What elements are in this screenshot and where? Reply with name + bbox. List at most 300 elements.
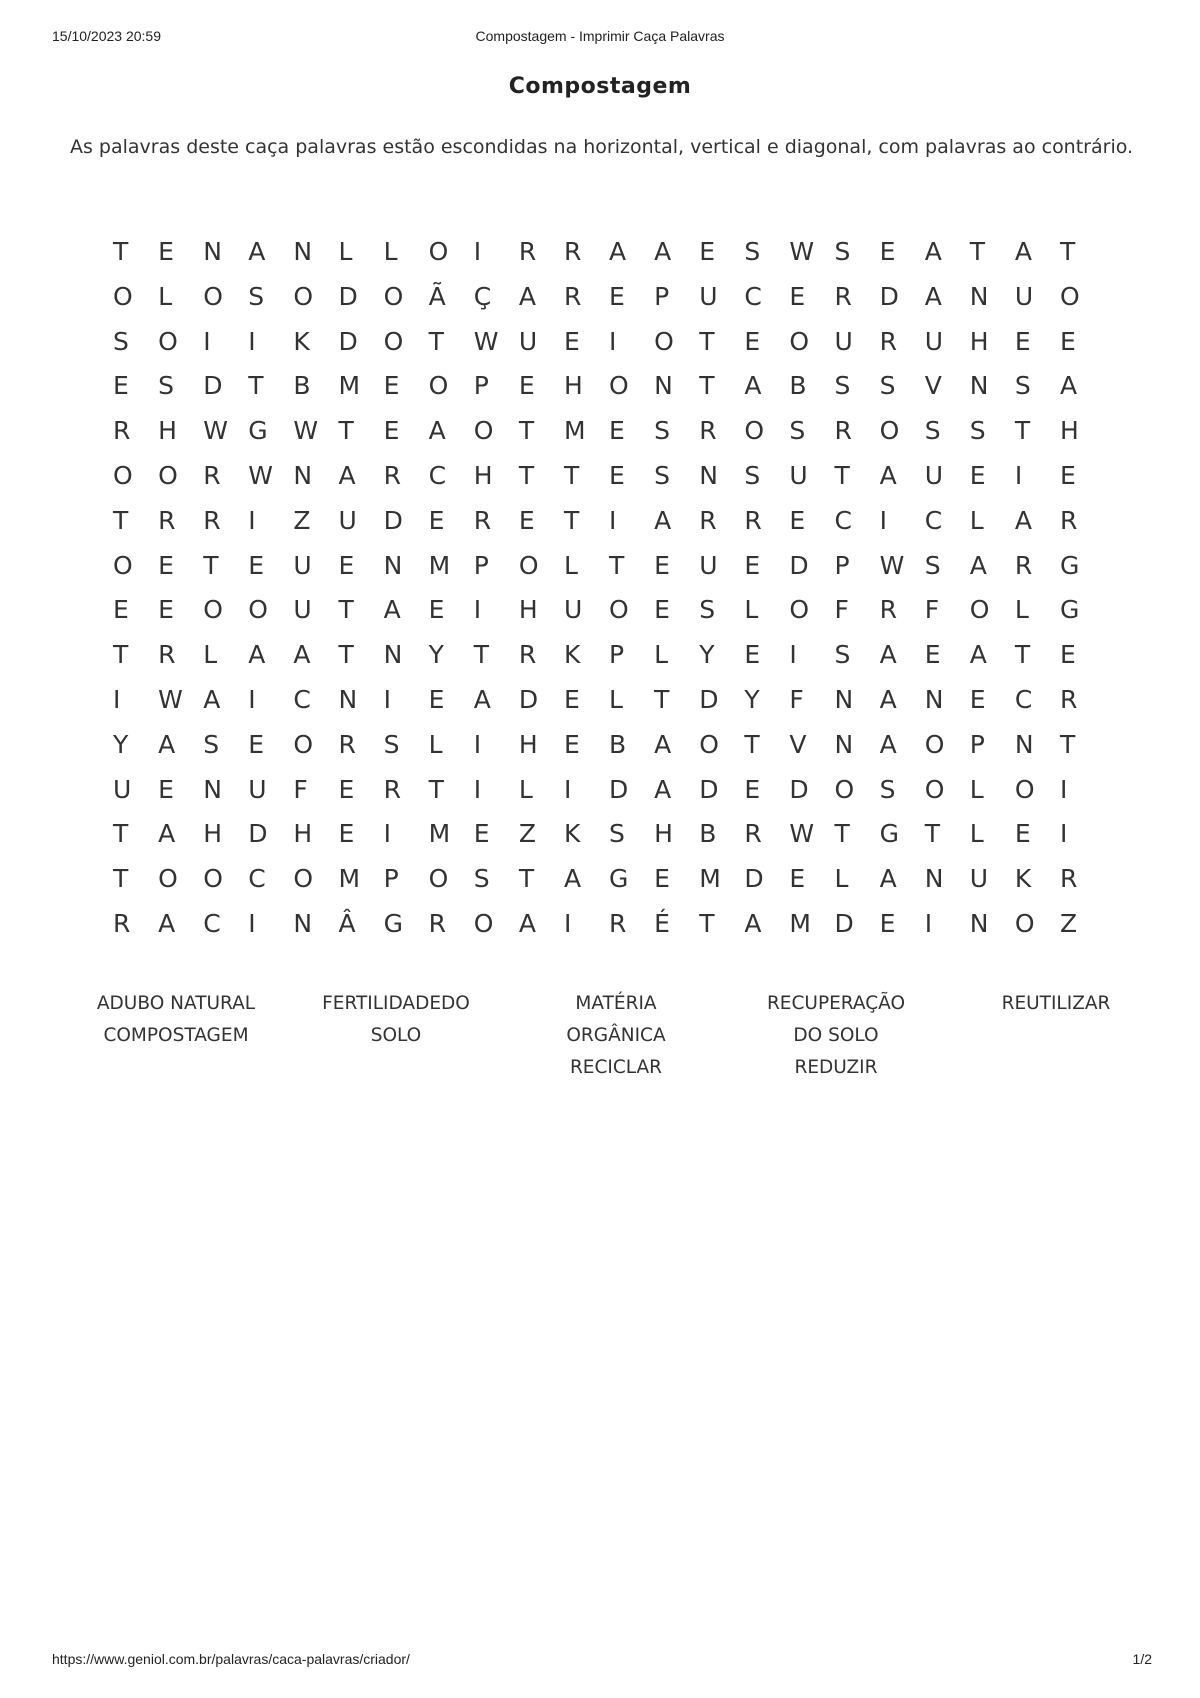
grid-letter: F: [924, 595, 940, 625]
grid-letter: W: [248, 460, 274, 490]
grid-letter: M: [428, 550, 451, 580]
grid-letter: K: [293, 326, 310, 356]
grid-letter: B: [609, 729, 627, 759]
grid-letter: G: [609, 864, 629, 894]
word-list-item: ORGÂNICA: [566, 1025, 666, 1046]
word-list-item: REDUZIR: [794, 1057, 878, 1078]
grid-letter: Â: [338, 908, 356, 938]
grid-letter: W: [789, 237, 815, 266]
grid-letter: R: [609, 908, 627, 938]
grid-letter: T: [113, 819, 129, 849]
grid-letter: O: [654, 326, 674, 356]
grid-letter: D: [744, 864, 764, 894]
grid-letter: D: [203, 371, 223, 401]
grid-letter: T: [1059, 237, 1076, 266]
grid-letter: S: [248, 281, 265, 311]
grid-letter: O: [834, 774, 855, 804]
grid-letter: E: [744, 640, 761, 670]
grid-letter: S: [879, 371, 896, 401]
grid-letter: N: [924, 864, 944, 894]
grid-letter: R: [473, 505, 492, 535]
grid-letter: E: [383, 371, 400, 401]
grid-letter: T: [113, 237, 129, 266]
grid-letter: R: [1014, 550, 1033, 580]
grid-letter: E: [383, 416, 400, 446]
grid-letter: A: [293, 640, 311, 670]
grid-letter: A: [879, 864, 897, 894]
grid-letter: R: [113, 908, 131, 938]
grid-letter: L: [969, 819, 984, 849]
grid-letter: E: [1059, 326, 1076, 356]
grid-letter: S: [834, 640, 851, 670]
grid-letter: E: [113, 595, 129, 625]
grid-letter: I: [563, 774, 572, 804]
grid-letter: E: [248, 729, 265, 759]
grid-letter: A: [383, 595, 401, 625]
word-list-item: FERTILIDADEDO: [322, 993, 470, 1014]
grid-letter: Y: [428, 640, 444, 670]
grid-letter: O: [969, 595, 990, 625]
grid-letter: A: [518, 908, 536, 938]
grid-letter: S: [473, 864, 490, 894]
grid-letter: I: [383, 819, 391, 849]
grid-letter: L: [834, 864, 849, 894]
grid-letter: N: [383, 640, 403, 670]
grid-letter: V: [789, 729, 807, 759]
grid-letter: H: [654, 819, 673, 849]
grid-letter: P: [473, 550, 489, 580]
grid-letter: U: [113, 774, 132, 804]
grid-letter: O: [248, 595, 268, 625]
grid-letter: E: [428, 505, 445, 535]
grid-letter: A: [609, 237, 627, 266]
grid-letter: H: [518, 595, 538, 625]
grid-letter: L: [969, 505, 984, 535]
grid-letter: T: [518, 460, 535, 490]
grid-letter: U: [699, 281, 718, 311]
grid-letter: W: [203, 416, 228, 446]
grid-letter: D: [338, 326, 358, 356]
grid-letter: R: [563, 237, 582, 266]
grid-letter: M: [338, 864, 361, 894]
word-list-item: COMPOSTAGEM: [103, 1025, 249, 1046]
grid-letter: E: [338, 774, 355, 804]
grid-letter: R: [158, 640, 176, 670]
grid-letter: O: [293, 729, 314, 759]
grid-letter: T: [338, 416, 354, 446]
grid-letter: O: [293, 281, 314, 311]
grid-letter: P: [969, 729, 985, 759]
grid-letter: E: [248, 550, 265, 580]
grid-letter: A: [879, 729, 897, 759]
grid-letter: D: [248, 819, 268, 849]
grid-letter: E: [338, 819, 355, 849]
word-list-column: [946, 988, 1166, 1084]
grid-letter: E: [1014, 819, 1031, 849]
grid-letter: O: [383, 326, 404, 356]
grid-letter: E: [969, 684, 986, 714]
grid-letter: E: [518, 505, 535, 535]
grid-letter: U: [563, 595, 583, 625]
grid-letter: A: [428, 416, 446, 446]
grid-letter: O: [744, 416, 764, 446]
grid-letter: S: [879, 774, 896, 804]
grid-letter: A: [924, 237, 942, 266]
word-list-item: ADUBO NATURAL: [96, 993, 256, 1014]
grid-letter: R: [563, 281, 582, 311]
grid-letter: O: [428, 371, 449, 401]
grid-letter: R: [383, 460, 401, 490]
grid-letter: H: [473, 460, 493, 490]
grid-letter: L: [563, 550, 578, 580]
word-list-item: REUTILIZAR: [1001, 993, 1111, 1014]
grid-letter: I: [879, 505, 887, 535]
grid-letter: D: [609, 774, 629, 804]
grid-letter: S: [654, 416, 670, 446]
grid-letter: R: [518, 237, 537, 266]
grid-letter: U: [293, 595, 312, 625]
grid-letter: R: [744, 819, 762, 849]
grid-letter: E: [879, 908, 896, 938]
grid-letter: D: [789, 550, 809, 580]
grid-letter: L: [158, 281, 173, 311]
grid-letter: W: [293, 416, 319, 446]
grid-letter: H: [1059, 416, 1079, 446]
instructions-text: As palavras deste caça palavras estão escondidas na horizontal, vertical e diagonal, com palavras ao contrário.: [70, 136, 1134, 158]
grid-letter: C: [293, 684, 311, 714]
grid-letter: A: [879, 640, 897, 670]
grid-letter: E: [654, 864, 670, 894]
grid-letter: D: [383, 505, 403, 535]
grid-letter: O: [518, 550, 539, 580]
grid-letter: I: [1014, 460, 1023, 490]
grid-letter: E: [563, 326, 580, 356]
grid-letter: E: [744, 550, 761, 580]
grid-letter: O: [113, 281, 133, 311]
grid-letter: N: [293, 460, 313, 490]
grid-letter: A: [969, 640, 987, 670]
grid-letter: I: [924, 908, 933, 938]
grid-letter: B: [293, 371, 311, 401]
grid-letter: R: [338, 729, 356, 759]
grid-letter: N: [834, 729, 854, 759]
grid-letter: I: [609, 505, 617, 535]
grid-letter: O: [383, 281, 404, 311]
grid-letter: L: [338, 237, 353, 266]
grid-letter: E: [654, 595, 670, 625]
grid-letter: O: [473, 908, 494, 938]
grid-letter: A: [654, 237, 672, 266]
grid-letter: I: [473, 237, 482, 266]
grid-letter: T: [834, 819, 850, 849]
grid-letter: E: [158, 237, 174, 266]
grid-letter: T: [699, 908, 715, 938]
grid-letter: O: [428, 864, 449, 894]
grid-letter: C: [1014, 684, 1033, 714]
grid-letter: F: [789, 684, 804, 714]
grid-letter: Y: [113, 729, 129, 759]
grid-letter: A: [654, 774, 672, 804]
grid-letter: R: [879, 595, 897, 625]
grid-letter: T: [428, 326, 444, 356]
grid-letter: E: [924, 640, 941, 670]
grid-letter: E: [158, 595, 174, 625]
grid-letter: P: [609, 640, 625, 670]
word-list-column: [66, 988, 286, 1084]
grid-letter: E: [744, 326, 761, 356]
grid-letter: G: [248, 416, 268, 446]
grid-letter: S: [383, 729, 400, 759]
grid-letter: R: [699, 505, 717, 535]
grid-letter: E: [789, 281, 806, 311]
grid-letter: Ç: [473, 281, 492, 311]
grid-letter: E: [563, 684, 580, 714]
grid-letter: E: [518, 371, 535, 401]
grid-letter: R: [834, 281, 852, 311]
grid-letter: E: [158, 550, 174, 580]
grid-letter: O: [158, 460, 178, 490]
grid-letter: T: [744, 729, 760, 759]
grid-letter: I: [473, 774, 482, 804]
grid-letter: O: [428, 237, 449, 266]
grid-letter: A: [518, 281, 536, 311]
grid-letter: D: [699, 774, 719, 804]
grid-letter: E: [609, 281, 625, 311]
word-list-column: [726, 988, 946, 1084]
grid-letter: G: [1059, 550, 1080, 580]
grid-letter: T: [654, 684, 670, 714]
grid-letter: A: [654, 729, 672, 759]
grid-letter: Ã: [428, 281, 446, 311]
grid-letter: R: [158, 505, 176, 535]
word-list-item: SOLO: [370, 1025, 422, 1046]
grid-letter: L: [744, 595, 759, 625]
grid-letter: R: [1059, 505, 1078, 535]
grid-letter: P: [654, 281, 670, 311]
grid-letter: C: [428, 460, 447, 490]
grid-letter: S: [744, 237, 761, 266]
grid-letter: R: [879, 326, 897, 356]
print-datetime: 15/10/2023 20:59: [52, 28, 161, 44]
grid-letter: L: [1014, 595, 1029, 625]
grid-letter: F: [834, 595, 849, 625]
grid-letter: A: [248, 237, 266, 266]
grid-letter: A: [203, 684, 221, 714]
grid-letter: R: [518, 640, 537, 670]
grid-letter: O: [789, 326, 810, 356]
grid-letter: N: [969, 371, 989, 401]
grid-letter: T: [563, 460, 580, 490]
grid-letter: L: [428, 729, 443, 759]
grid-letter: U: [699, 550, 718, 580]
grid-letter: S: [744, 460, 761, 490]
grid-letter: M: [699, 864, 721, 894]
grid-letter: E: [1014, 326, 1031, 356]
grid-letter: T: [203, 550, 219, 580]
grid-letter: N: [383, 550, 403, 580]
grid-letter: A: [338, 460, 356, 490]
grid-letter: R: [113, 416, 131, 446]
grid-letter: T: [1014, 416, 1031, 446]
grid-letter: A: [1059, 371, 1078, 401]
grid-letter: E: [609, 416, 625, 446]
grid-letter: N: [699, 460, 718, 490]
grid-letter: H: [563, 371, 583, 401]
grid-letter: L: [518, 774, 533, 804]
grid-letter: O: [1014, 908, 1035, 938]
grid-letter: R: [744, 505, 762, 535]
grid-letter: U: [924, 326, 943, 356]
grid-letter: L: [383, 237, 398, 266]
grid-letter: O: [609, 371, 629, 401]
grid-letter: T: [1059, 729, 1076, 759]
grid-letter: S: [609, 819, 625, 849]
grid-letter: S: [924, 416, 941, 446]
grid-letter: T: [699, 326, 715, 356]
grid-letter: U: [834, 326, 853, 356]
grid-letter: M: [789, 908, 811, 938]
grid-letter: N: [338, 684, 358, 714]
word-list-item: DO SOLO: [793, 1025, 879, 1046]
grid-letter: R: [428, 908, 447, 938]
grid-letter: U: [338, 505, 357, 535]
grid-letter: O: [1059, 281, 1080, 311]
grid-letter: O: [879, 416, 900, 446]
grid-letter: A: [744, 371, 762, 401]
grid-letter: A: [654, 505, 672, 535]
grid-letter: A: [158, 819, 176, 849]
grid-letter: M: [428, 819, 451, 849]
grid-letter: R: [203, 505, 221, 535]
grid-letter: O: [789, 595, 810, 625]
grid-letter: A: [248, 640, 266, 670]
grid-letter: K: [563, 819, 581, 849]
grid-letter: S: [924, 550, 941, 580]
grid-letter: V: [924, 371, 942, 401]
grid-letter: B: [699, 819, 717, 849]
grid-letter: C: [248, 864, 266, 894]
grid-letter: I: [473, 595, 482, 625]
grid-letter: I: [248, 684, 256, 714]
grid-letter: H: [158, 416, 177, 446]
grid-letter: C: [834, 505, 852, 535]
grid-letter: H: [969, 326, 989, 356]
grid-letter: E: [699, 237, 716, 266]
grid-letter: O: [924, 729, 945, 759]
word-search-grid: [113, 236, 1105, 953]
grid-letter: N: [969, 281, 989, 311]
grid-letter: E: [473, 819, 490, 849]
grid-letter: A: [158, 908, 176, 938]
grid-letter: N: [834, 684, 854, 714]
grid-letter: A: [1014, 237, 1032, 266]
page-title: Compostagem: [508, 74, 692, 99]
grid-letter: U: [924, 460, 943, 490]
grid-letter: A: [879, 684, 897, 714]
grid-letter: N: [203, 774, 222, 804]
grid-letter: I: [248, 505, 256, 535]
grid-letter: L: [654, 640, 669, 670]
grid-letter: P: [473, 371, 489, 401]
grid-letter: A: [1014, 505, 1032, 535]
grid-letter: U: [969, 864, 989, 894]
grid-letter: E: [1059, 460, 1076, 490]
grid-letter: L: [609, 684, 623, 714]
grid-letter: A: [473, 684, 491, 714]
footer-page-number: 1/2: [1132, 1651, 1152, 1667]
grid-letter: W: [879, 550, 905, 580]
grid-letter: S: [699, 595, 716, 625]
grid-letter: T: [338, 640, 354, 670]
grid-letter: O: [203, 595, 223, 625]
grid-letter: T: [248, 371, 264, 401]
grid-letter: E: [113, 371, 129, 401]
grid-letter: I: [203, 326, 211, 356]
grid-letter: U: [1014, 281, 1034, 311]
grid-letter: I: [248, 908, 256, 938]
grid-letter: T: [518, 864, 535, 894]
grid-letter: I: [113, 684, 121, 714]
grid-letter: R: [383, 774, 401, 804]
grid-letter: E: [428, 595, 445, 625]
grid-letter: A: [924, 281, 942, 311]
grid-letter: S: [654, 460, 670, 490]
grid-letter: B: [789, 371, 807, 401]
grid-letter: H: [518, 729, 538, 759]
grid-letter: T: [473, 640, 490, 670]
grid-letter: O: [203, 281, 223, 311]
grid-letter: D: [789, 774, 809, 804]
grid-letter: I: [473, 729, 482, 759]
grid-letter: A: [563, 864, 582, 894]
grid-letter: T: [113, 864, 129, 894]
grid-letter: W: [473, 326, 499, 356]
grid-letter: R: [699, 416, 717, 446]
grid-letter: K: [563, 640, 581, 670]
grid-letter: K: [1014, 864, 1032, 894]
grid-letter: S: [969, 416, 986, 446]
grid-letter: W: [789, 819, 815, 849]
grid-letter: S: [1014, 371, 1031, 401]
word-list-column: [286, 988, 506, 1084]
grid-letter: T: [563, 505, 580, 535]
grid-letter: F: [293, 774, 308, 804]
grid-letter: E: [609, 460, 625, 490]
grid-letter: G: [879, 819, 899, 849]
grid-letter: A: [158, 729, 176, 759]
grid-letter: E: [428, 684, 445, 714]
grid-letter: E: [879, 237, 896, 266]
grid-letter: P: [383, 864, 399, 894]
grid-letter: S: [158, 371, 174, 401]
print-doc-title: Compostagem - Imprimir Caça Palavras: [475, 28, 725, 44]
grid-letter: N: [203, 237, 222, 266]
grid-letter: S: [203, 729, 220, 759]
grid-letter: S: [834, 371, 851, 401]
grid-letter: E: [158, 774, 174, 804]
grid-letter: L: [203, 640, 218, 670]
grid-letter: N: [924, 684, 944, 714]
grid-letter: T: [924, 819, 940, 849]
grid-letter: Z: [1059, 908, 1078, 938]
grid-letter: E: [789, 864, 806, 894]
grid-letter: S: [834, 237, 851, 266]
word-list-item: MATÉRIA: [575, 993, 657, 1014]
grid-letter: M: [338, 371, 361, 401]
grid-letter: N: [1014, 729, 1034, 759]
grid-letter: O: [924, 774, 945, 804]
grid-letter: C: [744, 281, 762, 311]
